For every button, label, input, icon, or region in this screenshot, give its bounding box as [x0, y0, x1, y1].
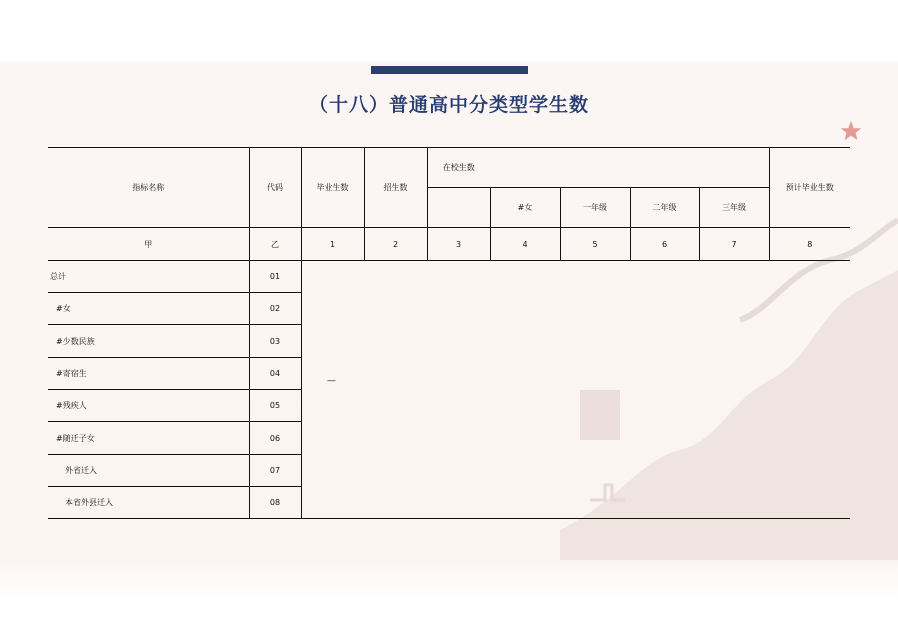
row-code: 05	[249, 390, 301, 422]
header-enrollment: 招生数	[364, 148, 427, 228]
table-row	[48, 261, 850, 293]
index-cell: 6	[630, 228, 699, 261]
header-graduates: 毕业生数	[301, 148, 364, 228]
index-cell: 乙	[249, 228, 301, 261]
header-female: #女	[490, 188, 560, 228]
row-code: 08	[249, 487, 301, 519]
dash-mark: —	[327, 376, 336, 386]
row-label: 外省迁入	[48, 455, 249, 487]
student-table	[48, 147, 850, 519]
row-code: 03	[249, 325, 301, 358]
data-area	[301, 261, 850, 519]
row-label: #寄宿生	[48, 358, 249, 390]
index-row	[48, 228, 850, 261]
index-cell: 甲	[48, 228, 249, 261]
index-cell: 7	[699, 228, 769, 261]
header-accent-bar	[371, 66, 528, 74]
row-code: 01	[249, 261, 301, 293]
header-in-school-sub	[427, 188, 490, 228]
header-grade2: 二年级	[630, 188, 699, 228]
row-code: 02	[249, 293, 301, 325]
row-label: 本省外县迁入	[48, 487, 249, 519]
row-code: 07	[249, 455, 301, 487]
index-cell: 5	[560, 228, 630, 261]
header-in-school: 在校生数	[427, 148, 490, 188]
row-label: #少数民族	[48, 325, 249, 358]
row-code: 04	[249, 358, 301, 390]
index-cell: 4	[490, 228, 560, 261]
star-icon	[840, 120, 862, 142]
index-cell: 2	[364, 228, 427, 261]
header-indicator: 指标名称	[48, 148, 249, 228]
page-title: （十八）普通高中分类型学生数	[308, 94, 589, 116]
row-label: 总计	[48, 261, 249, 293]
row-label: #残疾人	[48, 390, 249, 422]
row-code: 06	[249, 422, 301, 455]
header-grade3: 三年级	[699, 188, 769, 228]
row-label: #随迁子女	[48, 422, 249, 455]
header-grade1: 一年级	[560, 188, 630, 228]
index-cell: 8	[769, 228, 850, 261]
index-cell: 3	[427, 228, 490, 261]
header-expected: 预计毕业生数	[769, 148, 850, 228]
header-code: 代码	[249, 148, 301, 228]
header-in-school-span	[490, 148, 769, 188]
index-cell: 1	[301, 228, 364, 261]
row-label: #女	[48, 293, 249, 325]
